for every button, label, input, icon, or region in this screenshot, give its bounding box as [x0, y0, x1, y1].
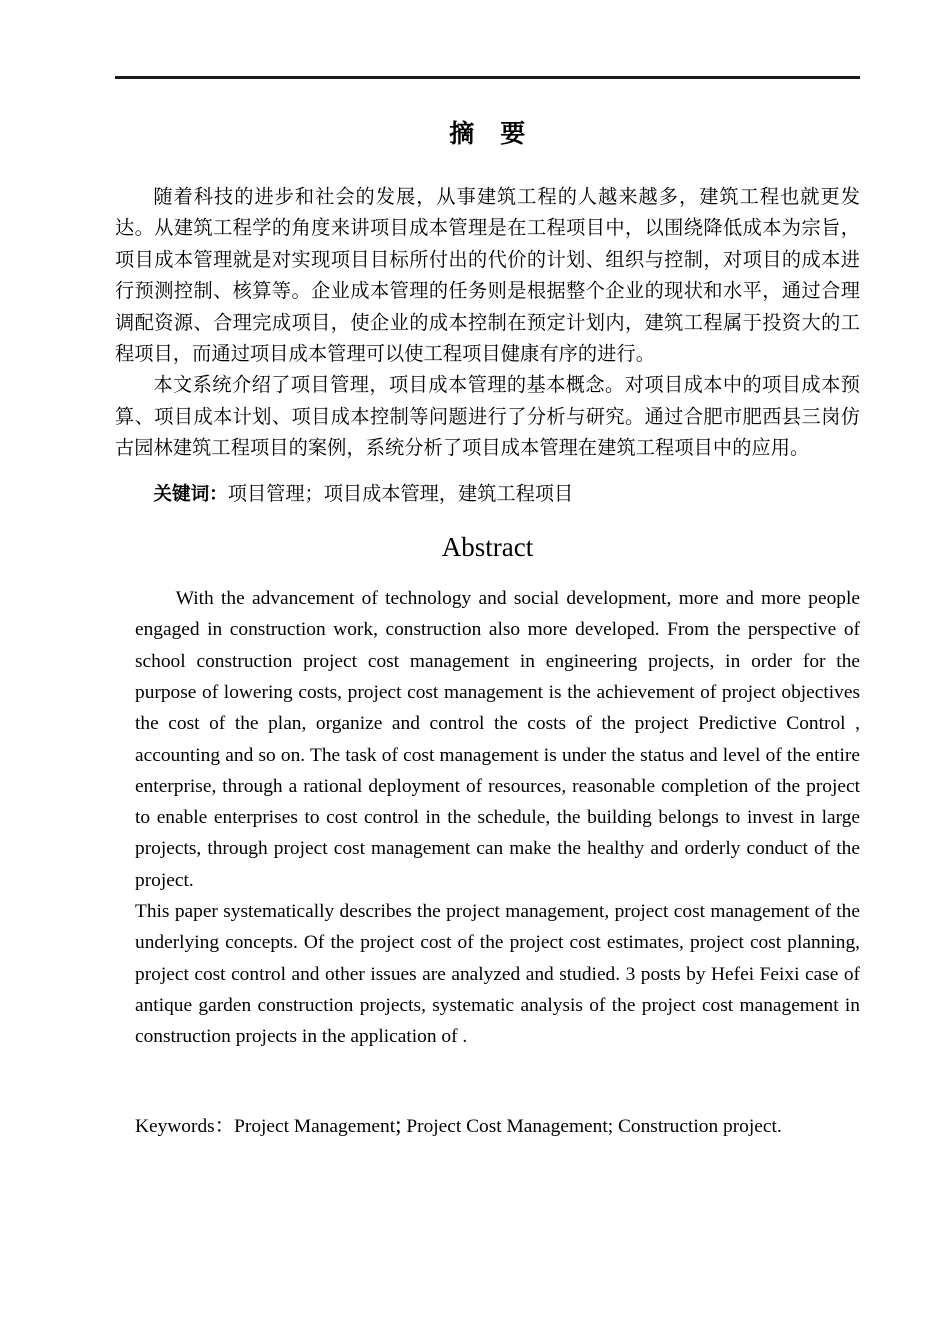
- english-keywords-part2: Project Cost Management; Construction project.: [401, 1115, 782, 1137]
- english-abstract-heading: Abstract: [441, 532, 534, 563]
- chinese-keywords-line: [115, 478, 860, 510]
- english-keywords-line: [115, 1111, 860, 1142]
- chinese-keywords-label: 关键词：: [153, 483, 228, 505]
- chinese-paragraph-2: 本文系统介绍了项目管理，项目成本管理的基本概念。对项目成本中的项目成本预算、项目成本计划、项目成本控制等问题进行了分析与研究。通过合肥市肥西县三岗仿古园林建筑工程项目的案例，系统分析了项目成本管理在建筑工程项目中的应用。: [115, 373, 860, 460]
- english-abstract-section: [115, 527, 860, 1142]
- english-paragraph-1: With the advancement of technology and social development, more and more people engaged in construction work, construction also more developed. From the perspective of school construction project cost management in engineering projects, in order for the purpose of lowering costs, project cost management is the achievement of project objectives the cost of the plan, organize and control the costs of the project Predictive Control , accounting and so on. The task of cost management is under the status and level of the entire enterprise, through a rational deployment of resources, reasonable completion of the project to enable enterprises to cost control in the schedule, the building belongs to invest in large projects, through project cost management can make the healthy and orderly conduct of the project.: [135, 588, 860, 891]
- english-keywords-label: Keywords：: [135, 1115, 235, 1137]
- chinese-abstract-heading: 摘 要: [449, 119, 526, 148]
- page-content: [115, 100, 860, 1161]
- chinese-paragraph-1: 随着科技的进步和社会的发展，从事建筑工程的人越来越多，建筑工程也就更发达。从建筑工程学的角度来讲项目成本管理是在工程项目中，以围绕降低成本为宗旨，项目成本管理就是对实现项目目标所付出的代价的计划、组织与控制，对项目的成本进行预测控制、核算等。企业成本管理的任务则是根据整个企业的现状和水平，通过合理调配资源、合理完成项目，使企业的成本控制在预定计划内，建筑工程属于投资大的工程项目，而通过项目成本管理可以使工程项目健康有序的进行。: [115, 185, 860, 366]
- chinese-keywords-value: 项目管理；项目成本管理，建筑工程项目: [227, 481, 574, 505]
- chinese-abstract-section: [115, 100, 860, 510]
- header-rule-divider: [115, 76, 860, 79]
- english-keywords-separator: ;: [395, 1111, 402, 1137]
- english-paragraph-2: This paper systematically describes the project management, project cost management of the underlying concepts. Of the project cost of the project cost estimates, project cost planning, project cost control and other issues are analyzed and studied. 3 posts by Hefei Feixi case of antique garden construction projects, systematic analysis of the project cost management in construction projects in the application of .: [135, 901, 860, 1048]
- english-keywords-part1: Project Management: [234, 1115, 396, 1137]
